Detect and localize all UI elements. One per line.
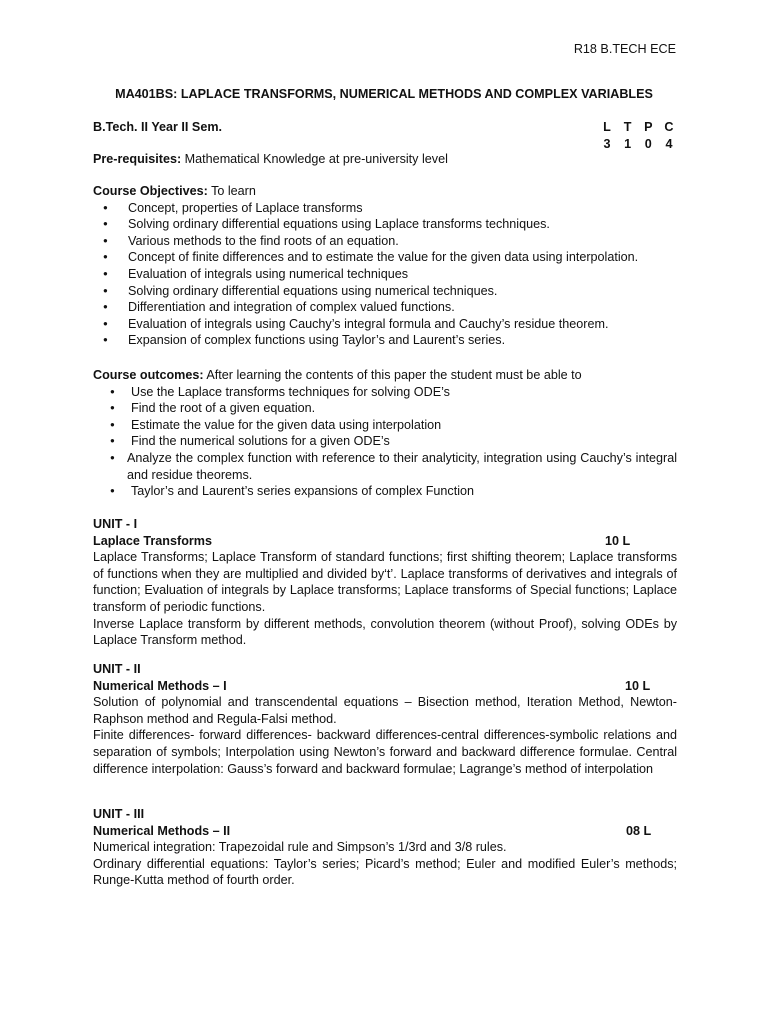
list-item: ● Estimate the value for the given data using interpolation (93, 417, 677, 434)
unit-title-row (93, 533, 677, 550)
list-item: ● Solving ordinary differential equations using numerical techniques. (93, 283, 677, 300)
unit-title-row (93, 678, 677, 695)
list-item: ● Use the Laplace transforms techniques for solving ODE’s (93, 384, 677, 401)
list-item: ● Evaluation of integrals using numerical techniques (93, 266, 677, 283)
list-item: ● Concept of finite differences and to estimate the value for the given data using interpolation. (93, 249, 677, 266)
prerequisites-text: Mathematical Knowledge at pre-university level (181, 152, 448, 166)
unit-heading: UNIT - III (93, 807, 145, 821)
year-semester: B.Tech. II Year II Sem. (93, 120, 223, 134)
course-title: MA401BS: LAPLACE TRANSFORMS, NUMERICAL METHODS AND COMPLEX VARIABLES (115, 87, 653, 101)
unit-paragraph: Laplace Transforms; Laplace Transform of standard functions; first shifting theorem; Laplace transforms of functions when they are multiplied and divided by‘t’. Laplace transforms of derivatives and integrals of function; Evaluation of integrals by Laplace transforms; Laplace transforms of Special functions; Laplace transform of periodic functions. (93, 550, 677, 614)
list-item: ● Expansion of complex functions using Taylor’s and Laurent’s series. (93, 332, 677, 349)
unit-heading: UNIT - II (93, 662, 141, 676)
course-objectives (93, 183, 677, 349)
credit-labels (597, 119, 679, 136)
outcomes-list (93, 384, 677, 500)
list-item: ● Find the root of a given equation. (93, 400, 677, 417)
unit-paragraph: Solution of polynomial and transcendental equations – Bisection method, Iteration Method, Newton-Raphson method and Regula-Falsi method. (93, 695, 677, 726)
objectives-intro: To learn (207, 184, 256, 198)
list-item: ● Find the numerical solutions for a given ODE’s (93, 433, 677, 450)
credit-table (597, 119, 679, 152)
objectives-label: Course Objectives: (93, 184, 208, 198)
unit-paragraph: Finite differences- forward differences- backward differences-central differences-symbolic relations and separation of symbols; Interpolation using Newton’s forward and backward difference formulae. Central difference interpolation: Gauss’s forward and backward formulae; Lagrange’s method of interpolation (93, 728, 677, 776)
unit-3 (93, 806, 677, 889)
course-outcomes (93, 367, 677, 500)
objectives-heading (93, 183, 677, 200)
list-item: ● Evaluation of integrals using Cauchy’s integral formula and Cauchy’s residue theorem. (93, 316, 677, 333)
credit-label-p: P (644, 120, 653, 134)
credit-label-l: L (603, 120, 611, 134)
unit-title: Numerical Methods – I (93, 678, 227, 693)
credit-label-t: T (623, 120, 632, 134)
unit-heading: UNIT - I (93, 517, 138, 531)
credit-values (597, 136, 679, 153)
unit-title: Numerical Methods – II (93, 823, 231, 838)
unit-title: Laplace Transforms (93, 533, 212, 548)
unit-paragraph: Numerical integration: Trapezoidal rule and Simpson’s 1/3rd and 3/8 rules. (93, 840, 507, 855)
unit-2 (93, 661, 677, 777)
credit-value-p: 0 (644, 136, 652, 151)
list-item: ● Concept, properties of Laplace transforms (93, 200, 677, 217)
objectives-list (93, 200, 677, 349)
credit-value-t: 1 (624, 136, 632, 151)
list-item: ● Solving ordinary differential equations using Laplace transforms techniques. (93, 216, 677, 233)
unit-1 (93, 516, 677, 649)
prerequisites (93, 151, 448, 168)
credit-label-c: C (664, 120, 674, 134)
unit-hours: 10 L (625, 678, 651, 693)
list-item: ● Taylor’s and Laurent’s series expansions of complex Function (93, 483, 677, 500)
outcomes-heading (93, 367, 677, 384)
prerequisites-label: Pre-requisites: (93, 152, 182, 166)
unit-paragraph: Inverse Laplace transform by different methods, convolution theorem (without Proof), solving ODEs by Laplace Transform method. (93, 616, 677, 648)
credit-value-c: 4 (665, 136, 673, 151)
list-item: ● Various methods to the find roots of an equation. (93, 233, 677, 250)
outcomes-label: Course outcomes: (93, 368, 204, 382)
unit-title-row (93, 823, 677, 840)
list-item: ● Differentiation and integration of complex valued functions. (93, 299, 677, 316)
unit-hours: 08 L (626, 823, 652, 838)
list-item: ● Analyze the complex function with reference to their analyticity, integration using Cauchy’s integral and residue theorems. (93, 450, 677, 483)
program-label: R18 B.TECH ECE (573, 42, 676, 56)
unit-paragraph: Ordinary differential equations: Taylor’s series; Picard’s method; Euler and modified Euler’s methods; Runge-Kutta method of fourth order. (93, 856, 677, 888)
outcomes-intro: After learning the contents of this paper the student must be able to (203, 368, 582, 382)
unit-hours: 10 L (605, 533, 631, 548)
credit-value-l: 3 (603, 136, 611, 151)
